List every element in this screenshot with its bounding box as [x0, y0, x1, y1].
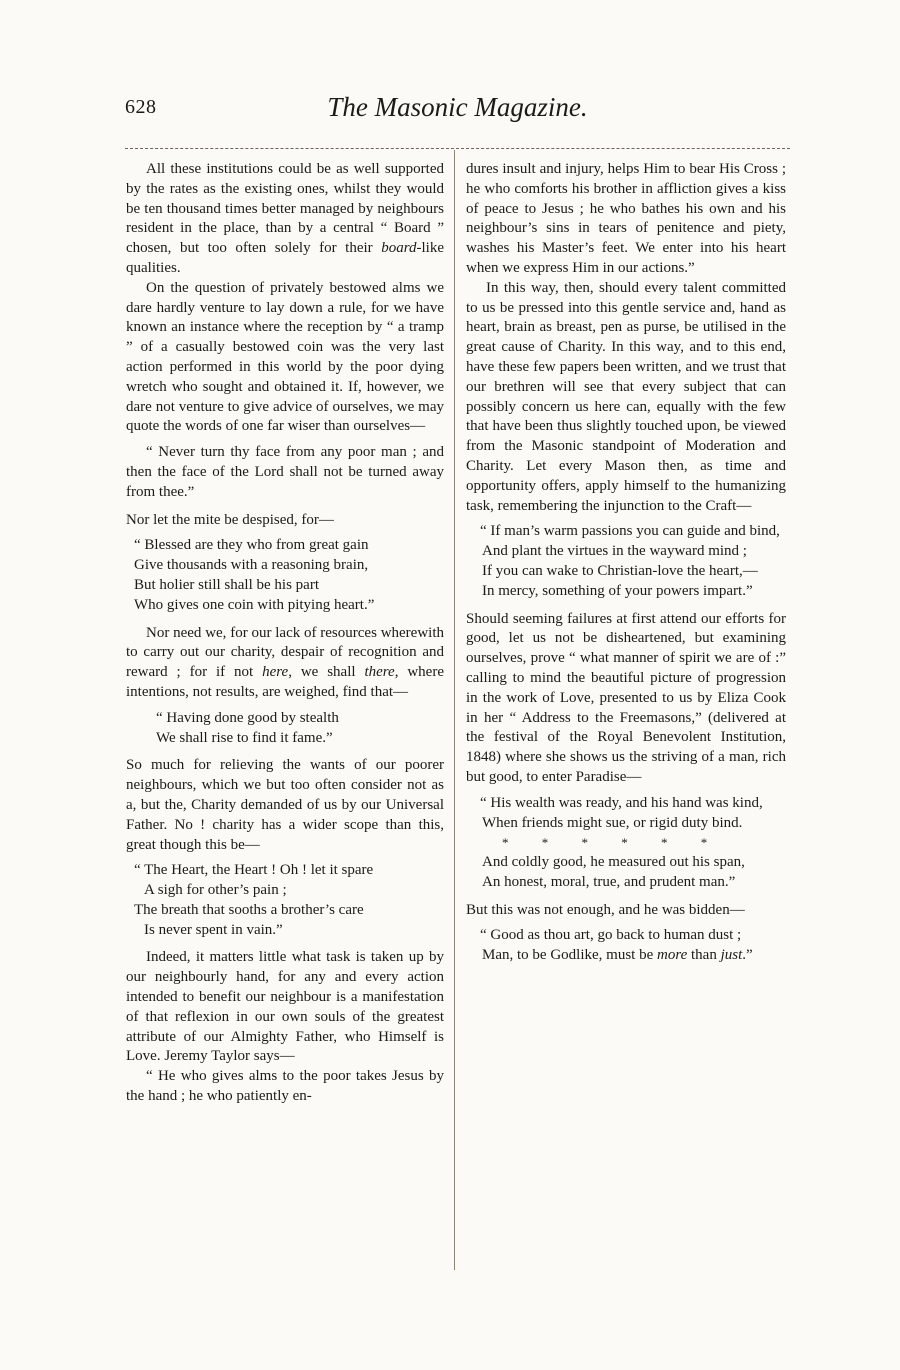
paragraph: On the question of privately bestowed alms we dare hardly venture to lay down a rule, for we have known an instance where the reception by “ a tramp ” of a casually bestowed coin was the very last action performed in this world by the poor dying wretch who sought and obtained it. If, however, we dare not venture to give advice of ourselves, we may quote the words of one far wiser than ourselves—: [126, 279, 444, 435]
verse-line: “ His wealth was ready, and his hand was kind,: [480, 794, 763, 811]
verse-line: And plant the virtues in the wayward mind ;: [482, 543, 747, 560]
left-column: [126, 160, 444, 1107]
verse-line: We shall rise to find it fame.”: [156, 729, 333, 746]
verse: [466, 926, 786, 966]
paragraph: Nor let the mite be despised, for—: [126, 511, 334, 528]
verse-line: “ The Heart, the Heart ! Oh ! let it spare: [134, 862, 374, 879]
right-column: [466, 160, 786, 974]
running-title: The Masonic Magazine.: [327, 92, 588, 122]
paragraph: dures insult and injury, helps Him to bear His Cross ; he who comforts his brother in affliction gives a kiss of peace to Jesus ; he who bathes his own and his neighbour’s sins in tears of penitence and piety, washes his Master’s feet. We enter into his heart when we express Him in our actions.”: [466, 161, 786, 276]
verse-line: The breath that sooths a brother’s care: [134, 901, 364, 918]
paragraph: All these institutions could be as well supported by the rates as the existing ones, whilst they would be ten thousand times better managed by neighbours resident in the place, than by a central “ Board ” chosen, but too often solely for their board-like qualities.: [126, 161, 444, 276]
verse-line: A sigh for other’s pain ;: [144, 882, 287, 899]
paragraph: But this was not enough, and he was bidden—: [466, 901, 745, 918]
verse: [126, 536, 444, 615]
header-rule: [125, 148, 790, 149]
paragraph: In this way, then, should every talent committed to us be pressed into this gentle service and, hand as heart, brain as breast, pen as purse, be utilised in the great cause of Charity. In this way, and to this end, have these few papers been written, and we trust that our brethren will see that every subject that can possibly concern us here can, equally with the few that have been thus slightly touched upon, be viewed from the Masonic standpoint of Moderation and Charity. Let every Mason then, as time and opportunity offers, apply himself to the humanizing task, remembering the injunction to the Craft—: [466, 279, 786, 514]
paragraph: Indeed, it matters little what task is taken up by our neighbourly hand, for any and every action intended to benefit our neighbour is a manifestation of that reflexion in our own souls of the greatest attribute of our Almighty Father, who Himself is Love. Jeremy Taylor says—: [126, 949, 444, 1065]
verse-line: “ Blessed are they who from great gain: [134, 537, 369, 554]
verse: [148, 709, 444, 749]
verse-line: Give thousands with a reasoning brain,: [134, 557, 369, 574]
verse-line: An honest, moral, true, and prudent man.”: [482, 873, 736, 890]
verse-line: Is never spent in vain.”: [144, 921, 283, 938]
paragraph: Should seeming failures at first attend our efforts for good, let us not be disheartened, but examining ourselves, prove “ what manner of spirit we are of :” calling to mind the beautiful picture of progression in the work of Love, presented to us by Eliza Cook in her “ Address to the Freemasons,” (delivered at the festival of the Royal Benevolent Institution, 1848) where she shows us the striving of a man, rich but good, to enter Paradise—: [466, 610, 786, 785]
quotation: “ Never turn thy face from any poor man ; and then the face of the Lord shall not be turned away from thee.”: [126, 444, 444, 500]
verse-line: When friends might sue, or rigid duty bind.: [482, 814, 743, 831]
column-divider: [454, 150, 455, 1270]
asterisk-separator: * * * * * *: [502, 835, 710, 851]
page-header: [125, 92, 790, 136]
verse-line: Who gives one coin with pitying heart.”: [134, 596, 375, 613]
verse: [126, 861, 444, 940]
verse-line: “ If man’s warm passions you can guide and bind,: [480, 523, 780, 540]
verse-line: And coldly good, he measured out his span,: [482, 854, 745, 871]
verse-line: But holier still shall be his part: [134, 576, 319, 593]
paragraph: Nor need we, for our lack of resources wherewith to carry out our charity, despair of recognition and reward ; for if not here, we shall there, where intentions, not results, are weighed, find that—: [126, 624, 444, 700]
paragraph: “ He who gives alms to the poor takes Jesus by the hand ; he who patiently en-: [126, 1068, 444, 1105]
verse-line: If you can wake to Christian-love the heart,—: [482, 562, 758, 579]
paragraph: So much for relieving the wants of our poorer neighbours, which we but too often consider not as a, but the, Charity demanded of us by our Universal Father. No ! charity has a wider scope than this, great though this be—: [126, 757, 444, 853]
verse-line: Man, to be Godlike, must be more than just.”: [482, 947, 753, 964]
verse: [466, 794, 786, 893]
verse-line: In mercy, something of your powers impart.”: [482, 582, 753, 599]
verse: [466, 522, 786, 601]
verse-line: “ Good as thou art, go back to human dust ;: [480, 927, 742, 944]
verse-line: “ Having done good by stealth: [156, 709, 339, 726]
page-number: 628: [125, 96, 157, 118]
